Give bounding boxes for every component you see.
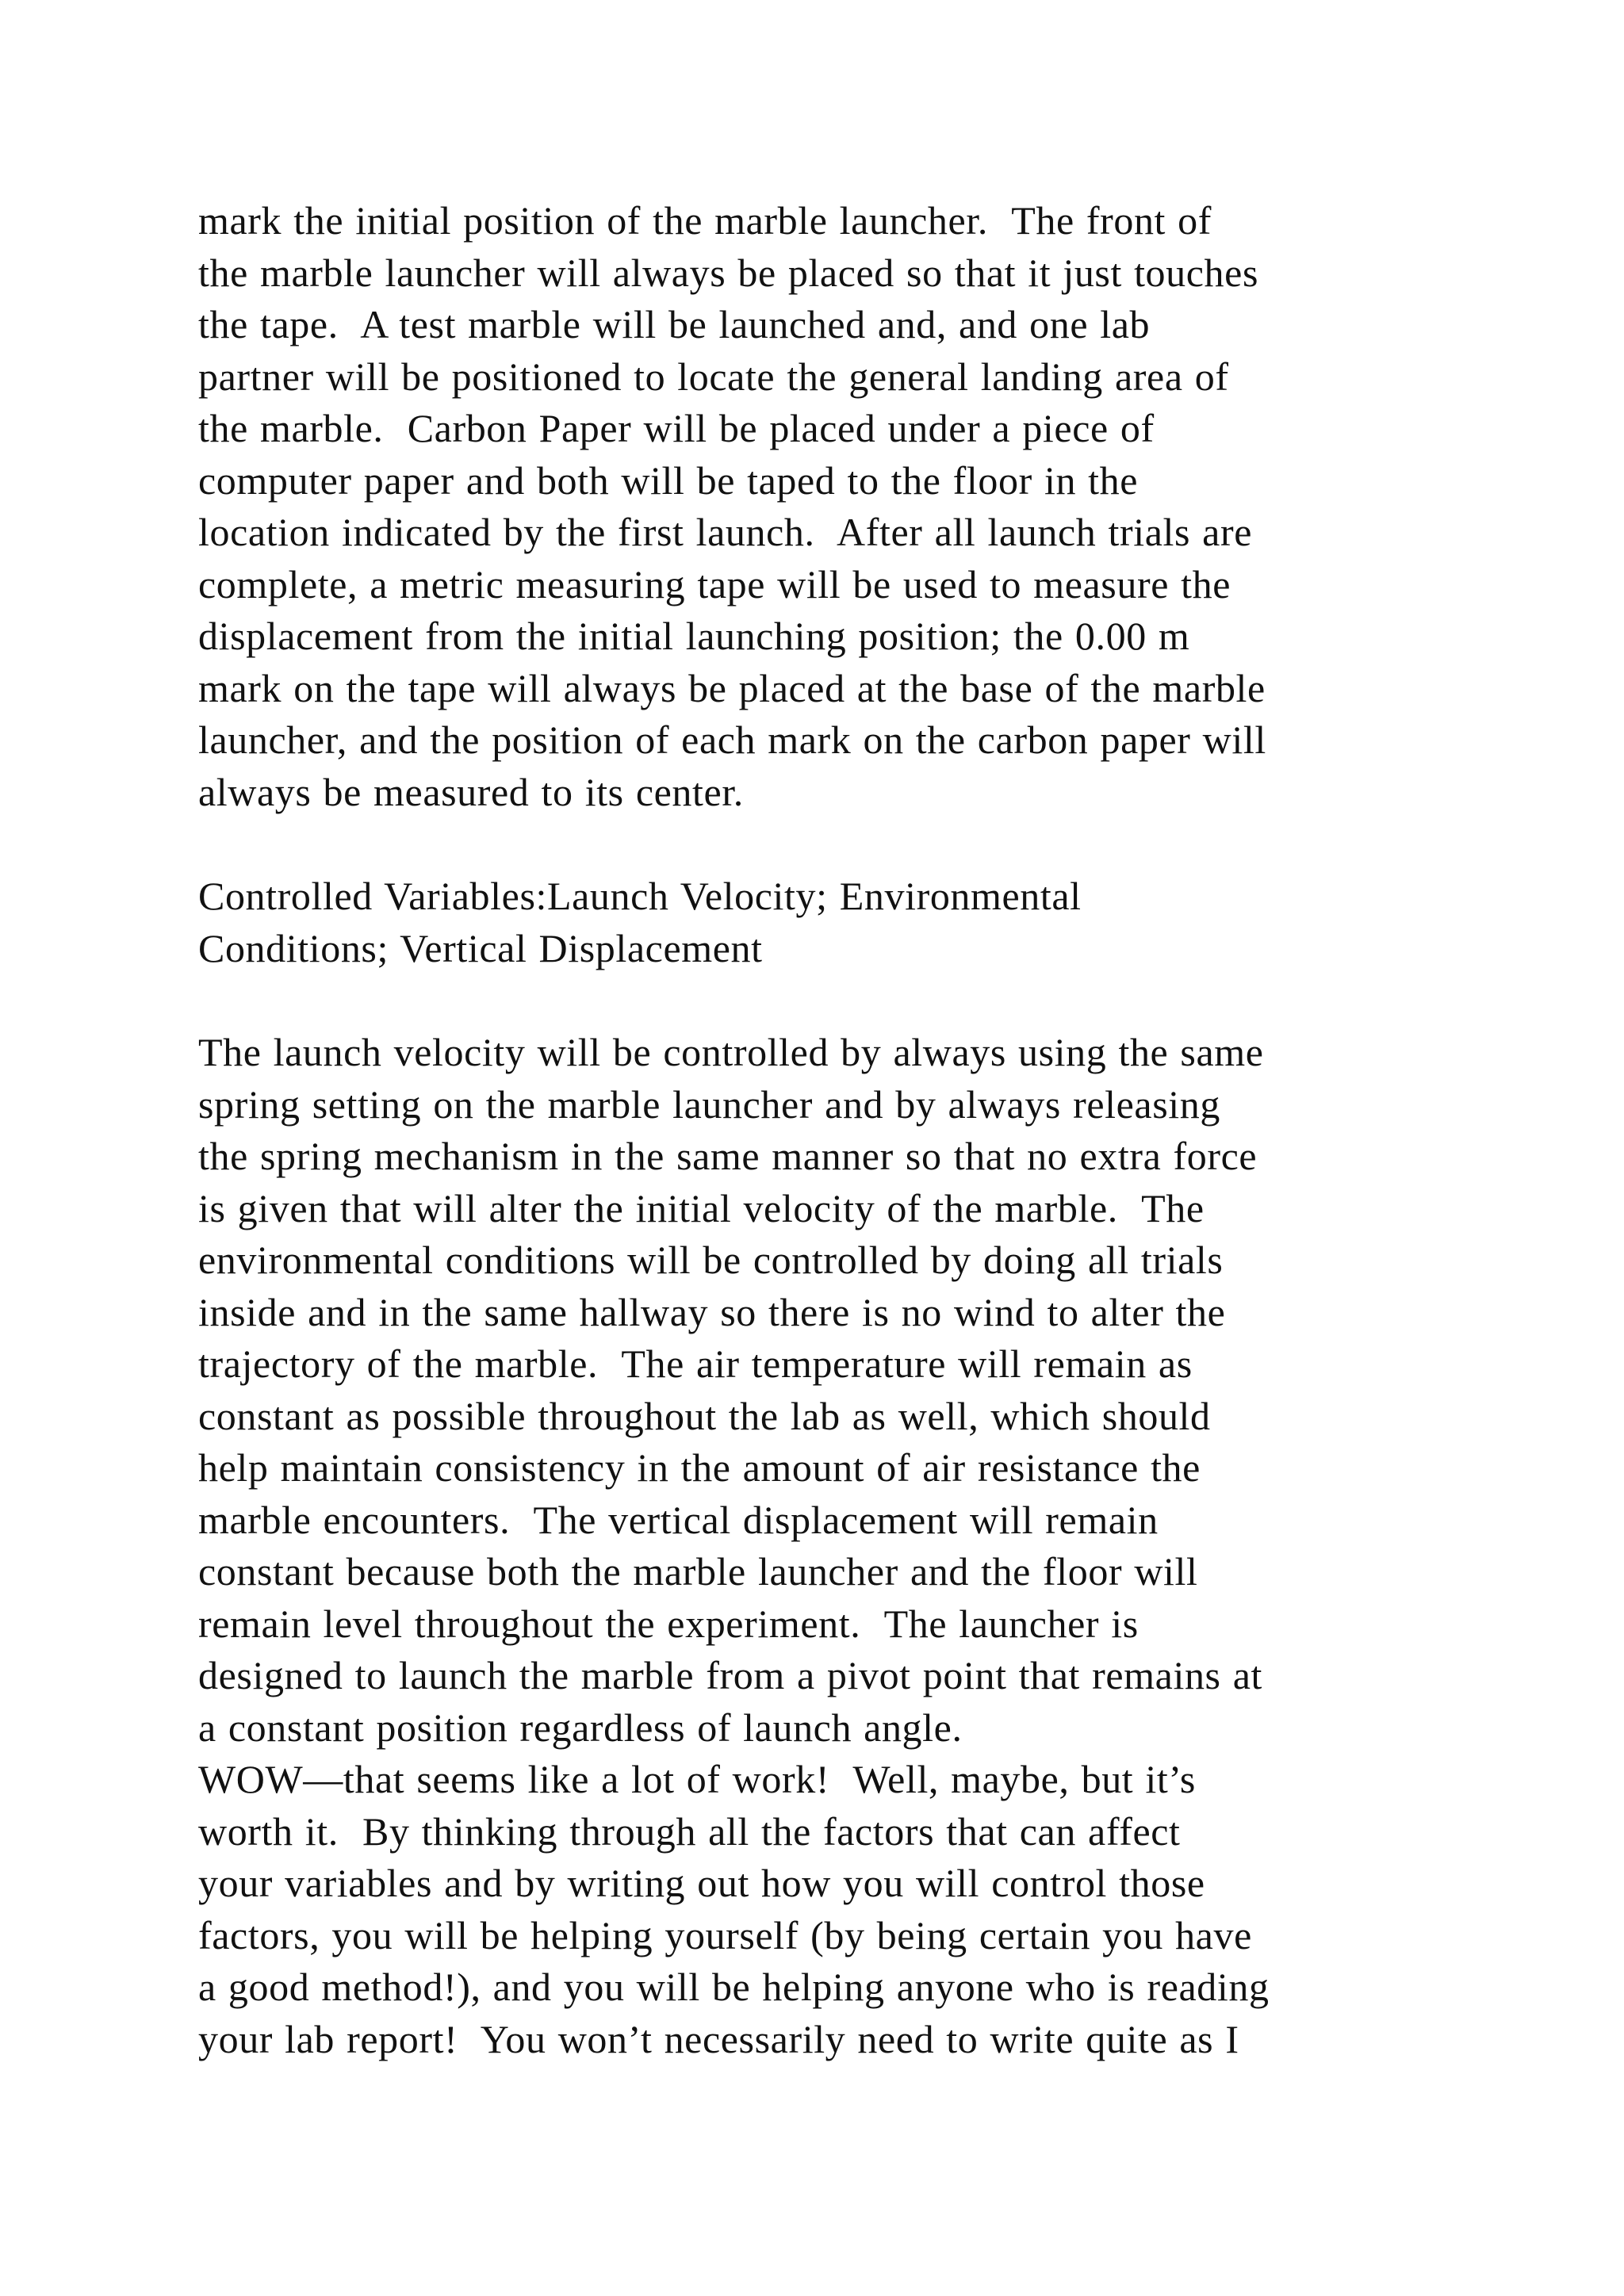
text-line: trajectory of the marble. The air temperature will remain as (198, 1341, 1193, 1386)
text-line: factors, you will be helping yourself (by being certain you have (198, 1912, 1252, 1957)
text-line: spring setting on the marble launcher and by always releasing (198, 1081, 1220, 1127)
text-line: location indicated by the first launch. After all launch trials are (198, 510, 1253, 554)
text-line: displacement from the initial launching position; the 0.00 m (198, 614, 1190, 658)
text-line: constant because both the marble launcher and the floor will (198, 1549, 1198, 1594)
text-line: your lab report! You won’t necessarily need to write quite as I (198, 2016, 1239, 2061)
text-line: Controlled Variables:Launch Velocity; Environmental (198, 874, 1082, 918)
procedure-paragraph (198, 195, 1451, 818)
controlled-variables-paragraph (198, 1027, 1451, 2065)
text-line: mark on the tape will always be placed at the base of the marble (198, 665, 1266, 710)
text-line: Conditions; Vertical Displacement (198, 925, 763, 970)
text-line: a constant position regardless of launch angle. (198, 1705, 963, 1750)
text-line: complete, a metric measuring tape will be used to measure the (198, 561, 1231, 607)
text-line: is given that will alter the initial velocity of the marble. The (198, 1185, 1205, 1230)
text-line: worth it. By thinking through all the factors that can affect (198, 1808, 1181, 1854)
text-line: computer paper and both will be taped to the floor in the (198, 457, 1139, 503)
text-line: help maintain consistency in the amount of air resistance the (198, 1445, 1201, 1490)
text-line: launcher, and the position of each mark on the carbon paper will (198, 718, 1266, 762)
text-line: partner will be positioned to locate the general landing area of (198, 354, 1229, 399)
text-line: remain level throughout the experiment. The launcher is (198, 1601, 1139, 1646)
text-line: always be measured to its center. (198, 769, 744, 814)
text-line: WOW—that seems like a lot of work! Well, maybe, but it’s (198, 1757, 1196, 1801)
text-line: your variables and by writing out how you will control those (198, 1861, 1205, 1905)
text-line: the spring mechanism in the same manner so that no extra force (198, 1134, 1258, 1178)
text-line: the tape. A test marble will be launched and, and one lab (198, 302, 1151, 346)
text-line: the marble. Carbon Paper will be placed under a piece of (198, 406, 1155, 450)
text-line: The launch velocity will be controlled by always using the same (198, 1030, 1264, 1074)
text-line: inside and in the same hallway so there is no wind to alter the (198, 1289, 1226, 1334)
text-line: designed to launch the marble from a pivot point that remains at (198, 1653, 1262, 1697)
text-line: marble encounters. The vertical displacement will remain (198, 1497, 1159, 1542)
text-line: a good method!), and you will be helping anyone who is reading (198, 1965, 1270, 2009)
text-line: the marble launcher will always be placed so that it just touches (198, 250, 1259, 295)
controlled-variables-heading (198, 871, 1451, 974)
text-line: constant as possible throughout the lab as well, which should (198, 1393, 1211, 1438)
text-line: mark the initial position of the marble launcher. The front of (198, 198, 1212, 243)
text-line: environmental conditions will be controlled by doing all trials (198, 1238, 1224, 1282)
